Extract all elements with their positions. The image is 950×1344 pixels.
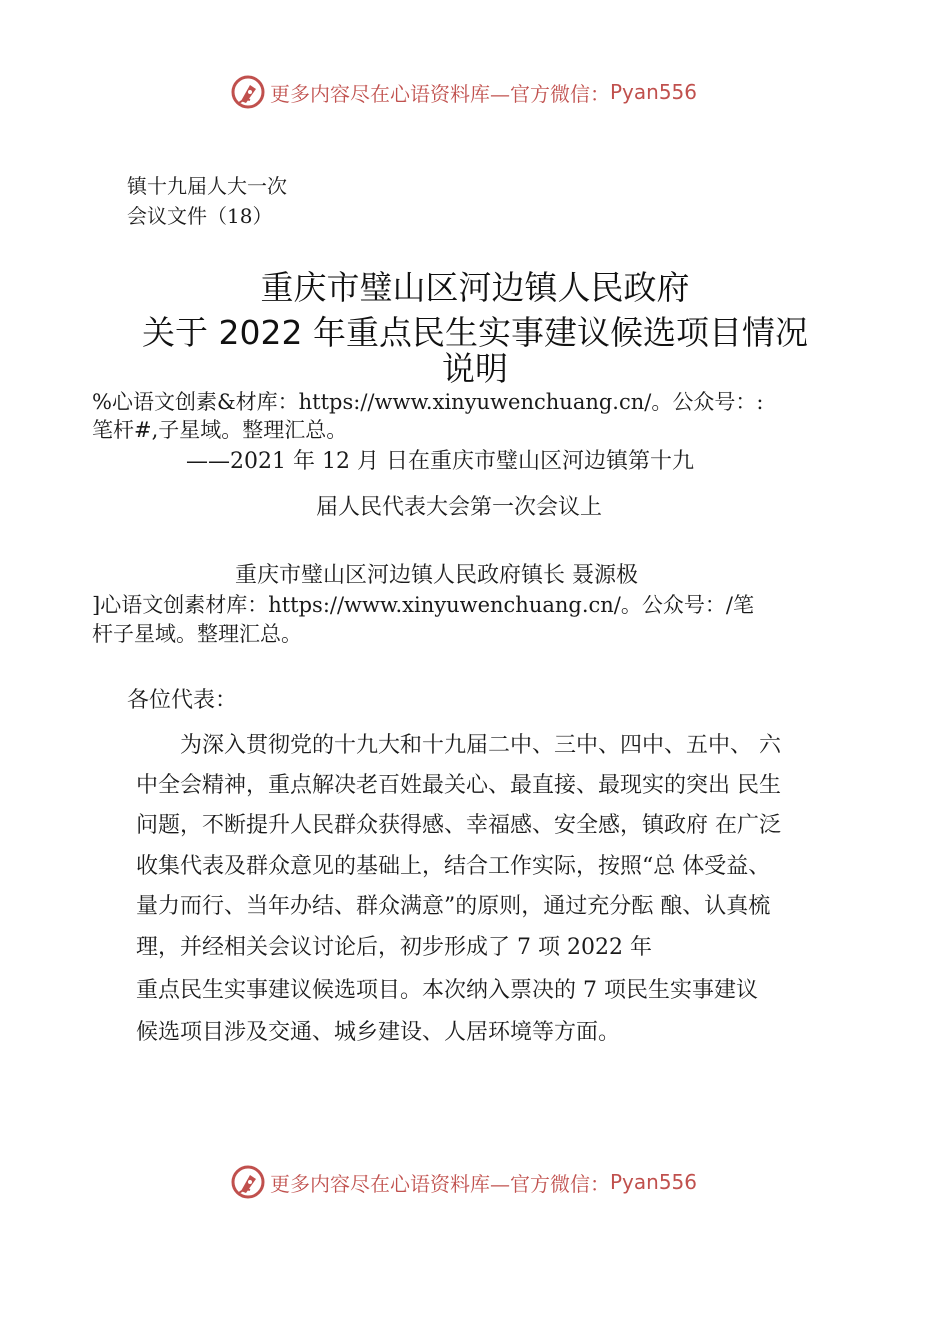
paragraph-line: 收集代表及群众意见的基础上，结合工作实际，按照“总 体受益、 bbox=[136, 854, 771, 879]
watermark2-line-1: ]心语文创素材库：https://www.xinyuwenchuang.cn/。公众号：/笔 bbox=[92, 593, 754, 617]
meeting-label: 镇十九届人大一次 bbox=[127, 174, 287, 198]
banner-text: 更多内容尽在心语资料库—官方微信： bbox=[270, 81, 610, 106]
banner-wechat-id: Pyan556 bbox=[610, 80, 698, 104]
banner-text: 更多内容尽在心语资料库—官方微信： bbox=[270, 1171, 610, 1196]
paragraph-line: 重点民生实事建议候选项目。本次纳入票决的 7 项民生实事建议 bbox=[136, 978, 758, 1003]
speaker-line: 重庆市璧山区河边镇人民政府镇长 聂源极 bbox=[235, 563, 638, 588]
header-banner bbox=[230, 72, 750, 112]
dateline-line-2: 届人民代表大会第一次会议上 bbox=[316, 495, 603, 520]
title-line-1: 重庆市璧山区河边镇人民政府 bbox=[260, 268, 690, 307]
watermark-line-2: 笔杆#,子星域。整理汇总。 bbox=[92, 418, 348, 442]
banner-wechat-id: Pyan556 bbox=[610, 1170, 698, 1194]
pen-nib-logo-icon bbox=[230, 74, 266, 110]
paragraph-line: 量力而行、当年办结、群众满意”的原则，通过充分酝 酿、认真梳 bbox=[136, 894, 771, 919]
paragraph-line: 候选项目涉及交通、城乡建设、人居环境等方面。 bbox=[136, 1020, 621, 1045]
paragraph-line: 理，并经相关会议讨论后，初步形成了 7 项 2022 年 bbox=[136, 935, 652, 960]
title-line-2: 关于 2022 年重点民生实事建议候选项目情况 bbox=[142, 313, 808, 352]
salutation: 各位代表： bbox=[127, 688, 238, 713]
dateline-line-1: ——2021 年 12 月 日在重庆市璧山区河边镇第十九 bbox=[186, 449, 694, 474]
paragraph-line: 中全会精神，重点解决老百姓最关心、最直接、最现实的突出 民生 bbox=[136, 773, 781, 798]
paragraph-line: 问题，不断提升人民群众获得感、幸福感、安全感，镇政府 在广泛 bbox=[136, 813, 781, 838]
document-number: 会议文件（18） bbox=[127, 204, 273, 228]
watermark2-line-2: 杆子星域。整理汇总。 bbox=[92, 622, 302, 646]
paragraph-line: 为深入贯彻党的十九大和十九届二中、三中、四中、五中、 六 bbox=[136, 733, 781, 758]
pen-nib-logo-icon bbox=[230, 1164, 266, 1200]
title-line-3: 说明 bbox=[442, 349, 508, 388]
watermark-line-1: %心语文创素&材库：https://www.xinyuwenchuang.cn/。公众号：: bbox=[92, 390, 764, 414]
footer-banner bbox=[230, 1162, 750, 1202]
